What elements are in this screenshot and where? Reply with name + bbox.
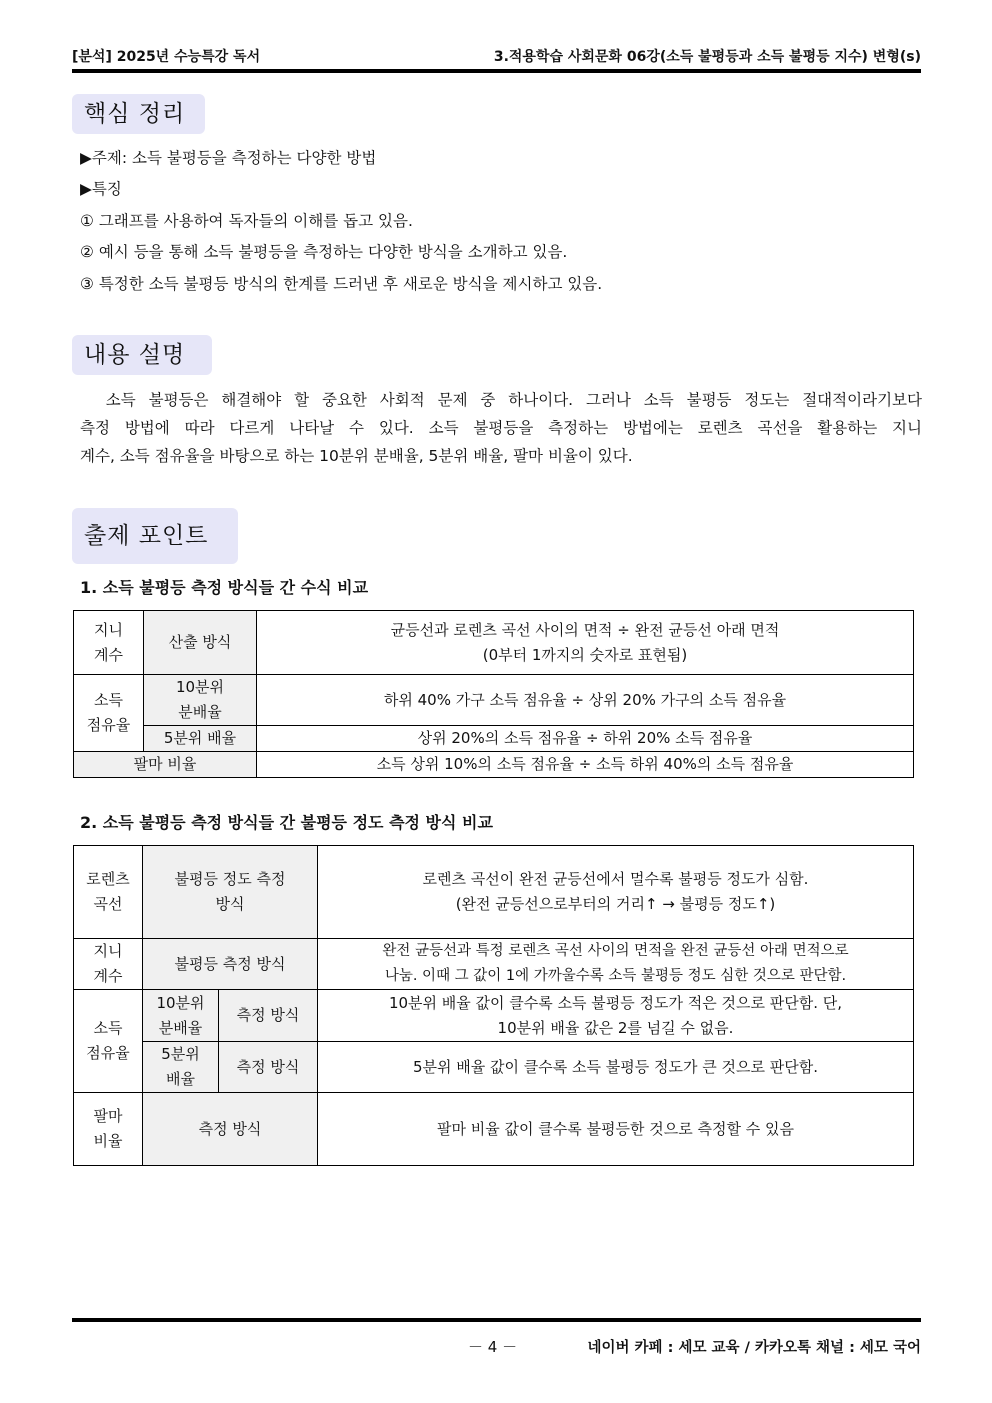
theme-line: ▶주제: 소득 불평등을 측정하는 다양한 방법	[80, 149, 377, 167]
subheading-1: 1. 소득 불평등 측정 방식들 간 수식 비교	[80, 578, 369, 597]
header-rule	[72, 69, 921, 73]
cell-quintile2-desc: 5분위 배율 값이 클수록 소득 불평등 정도가 큰 것으로 판단함.	[318, 1042, 914, 1093]
cell-quintile2: 5분위 배율	[143, 1042, 219, 1093]
cell-gini-formula: 균등선과 로렌츠 곡선 사이의 면적 ÷ 완전 균등선 아래 면적 (0부터 1까지의 숫자로 표현됨)	[257, 611, 914, 675]
cell-quintile: 5분위 배율	[144, 726, 257, 752]
header-right: 3.적용학습 사회문화 06강(소득 불평등과 소득 불평등 지수) 변형(s)	[493, 49, 921, 65]
cell-decile: 10분위 분배율	[144, 675, 257, 726]
footer-rule	[72, 1318, 921, 1322]
cell-palma2: 팔마 비율	[74, 1093, 143, 1166]
cell-lorenz-desc: 로렌츠 곡선이 완전 균등선에서 멀수록 불평등 정도가 심함. (완전 균등선으로부터의 거리↑ → 불평등 정도↑)	[318, 846, 914, 939]
page-footer	[72, 1336, 921, 1358]
cell-gini-method: 산출 방식	[144, 611, 257, 675]
cell-gini: 지니 계수	[74, 611, 144, 675]
cell-share: 소득 점유율	[74, 675, 144, 752]
cell-decile2-method: 측정 방식	[219, 990, 318, 1042]
cell-decile-formula: 하위 40% 가구 소득 점유율 ÷ 상위 20% 가구의 소득 점유율	[257, 675, 914, 726]
cell-quintile2-method: 측정 방식	[219, 1042, 318, 1093]
cell-lorenz: 로렌츠 곡선	[74, 846, 143, 939]
cell-gini2-method: 불평등 측정 방식	[143, 939, 318, 990]
cell-lorenz-method: 불평등 정도 측정 방식	[143, 846, 318, 939]
cell-gini2: 지니 계수	[74, 939, 143, 990]
cell-gini2-desc: 완전 균등선과 특정 로렌츠 곡선 사이의 면적을 완전 균등선 아래 면적으로 나눔. 이때 그 값이 1에 가까울수록 소득 불평등 정도 심한 것으로 판단함.	[318, 939, 914, 990]
measurement-comparison-table	[73, 845, 914, 1166]
header-left: [분석] 2025년 수능특강 독서	[72, 49, 261, 65]
page-header	[72, 40, 921, 68]
cell-decile2-desc: 10분위 배율 값이 클수록 소득 불평등 정도가 적은 것으로 판단함. 단, 10분위 배율 값은 2를 넘길 수 없음.	[318, 990, 914, 1042]
cell-palma2-method: 측정 방식	[143, 1093, 318, 1166]
cell-palma-formula: 소득 상위 10%의 소득 점유율 ÷ 소득 하위 40%의 소득 점유율	[257, 752, 914, 778]
section-title-exam-points: 출제 포인트	[72, 508, 238, 564]
content-line-2: 측정 방법에 따라 다르게 나타날 수 있다. 소득 불평등을 측정하는 방법에는 로렌츠 곡선을 활용하는 지니	[80, 419, 922, 437]
cell-decile2: 10분위 분배율	[143, 990, 219, 1042]
cell-quintile-formula: 상위 20%의 소득 점유율 ÷ 하위 20% 소득 점유율	[257, 726, 914, 752]
content-paragraph	[80, 386, 922, 470]
cell-share2: 소득 점유율	[74, 990, 143, 1093]
cell-palma: 팔마 비율	[74, 752, 257, 778]
page-number: － 4 －	[468, 1338, 518, 1356]
formula-comparison-table	[73, 610, 914, 778]
footer-right: 네이버 카페 : 세모 교육 / 카카오톡 채널 : 세모 국어	[587, 1340, 921, 1356]
section-title-key-summary: 핵심 정리	[72, 94, 205, 134]
subheading-2: 2. 소득 불평등 측정 방식들 간 불평등 정도 측정 방식 비교	[80, 813, 493, 832]
feature-item-3: ③ 특정한 소득 불평등 방식의 한계를 드러낸 후 새로운 방식을 제시하고 있음.	[80, 275, 603, 293]
section-title-content: 내용 설명	[72, 335, 212, 375]
feature-item-1: ① 그래프를 사용하여 독자들의 이해를 돕고 있음.	[80, 212, 413, 230]
feature-item-2: ② 예시 등을 통해 소득 불평등을 측정하는 다양한 방식을 소개하고 있음.	[80, 243, 568, 261]
cell-palma2-desc: 팔마 비율 값이 클수록 불평등한 것으로 측정할 수 있음	[318, 1093, 914, 1166]
content-line-3: 계수, 소득 점유율을 바탕으로 하는 10분위 분배율, 5분위 배율, 팔마 비율이 있다.	[80, 447, 633, 465]
content-line-1: 소득 불평등은 해결해야 할 중요한 사회적 문제 중 하나이다. 그러나 소득 불평등 정도는 절대적이라기보다	[80, 391, 922, 409]
features-label: ▶특징	[80, 180, 122, 198]
